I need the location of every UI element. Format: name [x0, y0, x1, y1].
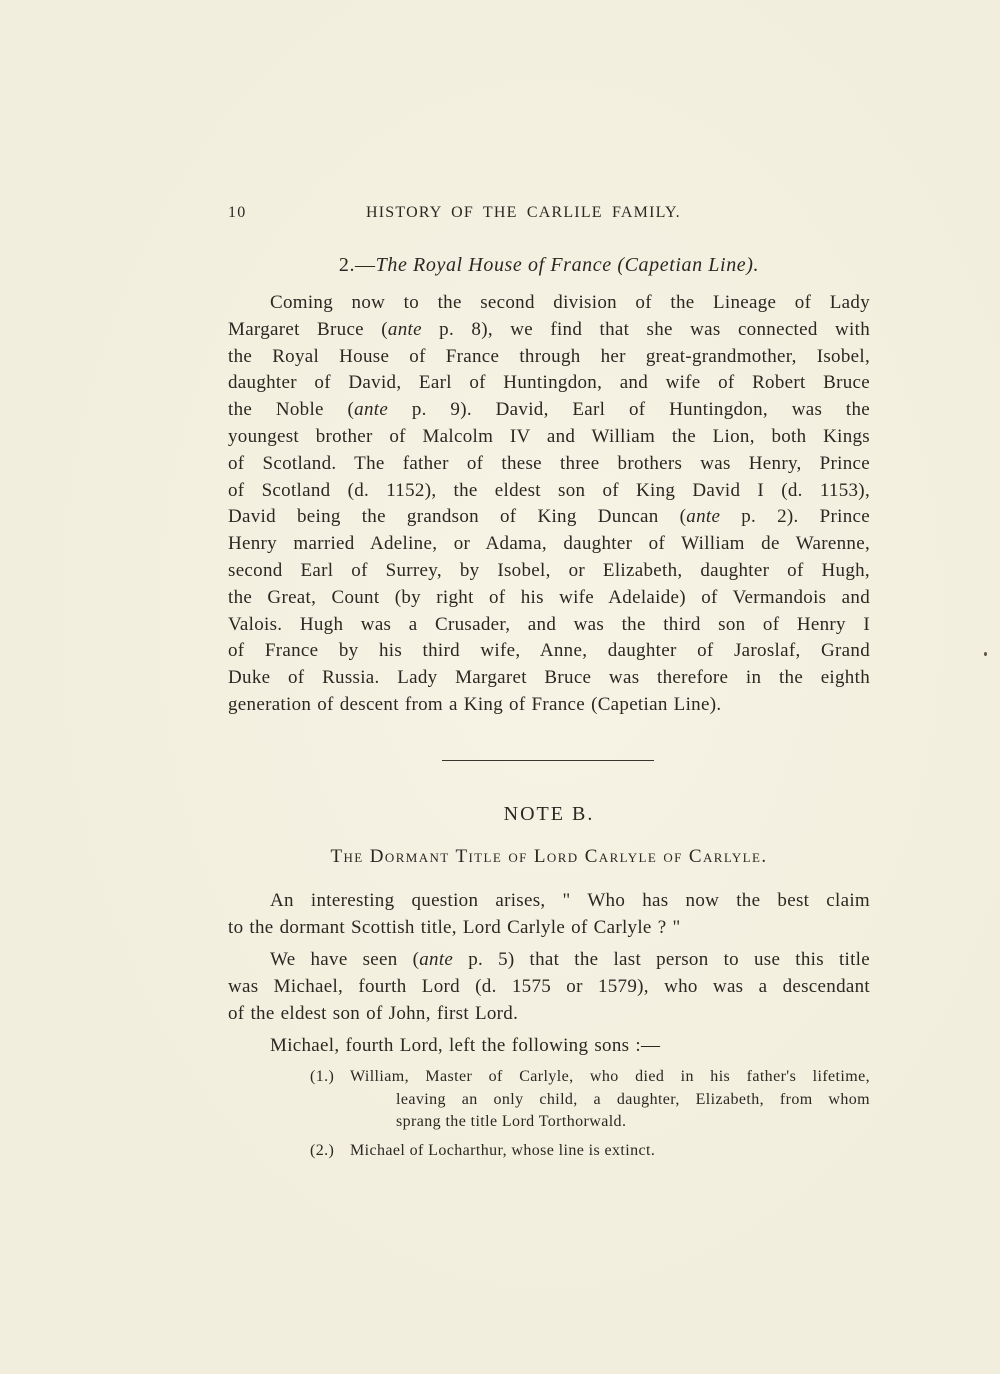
note-paragraph-3	[228, 1033, 870, 1060]
note-paragraph-1	[228, 888, 870, 942]
list-item-line: sprang the title Lord Torthorwald.	[396, 1113, 627, 1130]
list-item-line: Michael of Locharthur, whose line is extinct.	[350, 1141, 656, 1159]
list-item	[228, 1140, 870, 1163]
paragraph-line: to the dormant Scottish title, Lord Carlyle of Carlyle ? "	[228, 916, 681, 938]
paragraph-line: of the eldest son of John, first Lord.	[228, 1002, 519, 1024]
list-item-number: (1.)	[310, 1068, 335, 1085]
note-title: NOTE B.	[503, 803, 595, 825]
paragraph-line: the Noble (ante p. 9). David, Earl of Huntingdon, was the	[228, 399, 871, 421]
sons-list	[228, 1066, 870, 1168]
section-paragraph	[228, 290, 870, 719]
italic-ante: ante	[354, 399, 389, 421]
list-item-number: (2.)	[310, 1141, 335, 1159]
paragraph-line: the Great, Count (by right of his wife Adelaide) of Vermandois and	[228, 586, 870, 608]
note-paragraph-2	[228, 947, 870, 1027]
paragraph-line: of France by his third wife, Anne, daughter of Jaroslaf, Grand	[228, 640, 870, 662]
paragraph-line: second Earl of Surrey, by Isobel, or Elizabeth, daughter of Hugh,	[228, 559, 870, 581]
section-divider	[442, 760, 654, 761]
paragraph-line: Duke of Russia. Lady Margaret Bruce was therefore in the eighth	[228, 667, 870, 689]
paragraph-line: generation of descent from a King of France (Capetian Line).	[228, 693, 722, 715]
list-item-text	[350, 1066, 870, 1134]
paragraph-line: youngest brother of Malcolm IV and William the Lion, both Kings	[228, 425, 870, 447]
paragraph-line: was Michael, fourth Lord (d. 1575 or 1579), who was a descendant	[228, 975, 870, 997]
running-head	[228, 204, 870, 226]
note-subtitle: The Dormant Title of Lord Carlyle of Carlyle.	[330, 846, 768, 867]
section-heading	[228, 254, 870, 277]
paragraph-line: We have seen (ante p. 5) that the last person to use this title	[270, 949, 870, 970]
italic-ante: ante	[419, 949, 454, 970]
list-item	[228, 1066, 870, 1134]
paragraph-line: Margaret Bruce (ante p. 8), we find that she was connected with	[228, 318, 870, 340]
paragraph-line: Michael, fourth Lord, left the following sons :—	[270, 1035, 661, 1056]
paragraph-line: Coming now to the second division of the Lineage of Lady	[270, 292, 870, 313]
paragraph-line: the Royal House of France through her great-grandmother, Isobel,	[228, 345, 870, 367]
list-item-line: leaving an only child, a daughter, Elizabeth, from whom	[396, 1090, 870, 1108]
paragraph-line: daughter of David, Earl of Huntingdon, and wife of Robert Bruce	[228, 372, 870, 394]
section-number: 2.—	[338, 254, 376, 276]
list-item-line: William, Master of Carlyle, who died in his father's lifetime,	[350, 1068, 870, 1085]
running-title: HISTORY OF THE CARLILE FAMILY.	[366, 204, 681, 221]
paragraph-line: of Scotland. The father of these three brothers was Henry, Prince	[228, 452, 870, 474]
paragraph-line: Henry married Adeline, or Adama, daughter of William de Warenne,	[228, 533, 870, 555]
paragraph-line: David being the grandson of King Duncan (ante p. 2). Prince	[228, 506, 870, 528]
italic-ante: ante	[387, 318, 422, 340]
paragraph-line: of Scotland (d. 1152), the eldest son of King David I (d. 1153),	[228, 479, 870, 501]
section-title: The Royal House of France (Capetian Line).	[375, 254, 760, 276]
paragraph-line: Valois. Hugh was a Crusader, and was the third son of Henry I	[228, 613, 870, 635]
list-item-text	[350, 1140, 870, 1163]
page-number: 10	[228, 204, 247, 221]
italic-ante: ante	[686, 506, 721, 528]
paragraph-line: An interesting question arises, " Who has now the best claim	[270, 890, 870, 911]
paper-speck	[984, 652, 987, 656]
